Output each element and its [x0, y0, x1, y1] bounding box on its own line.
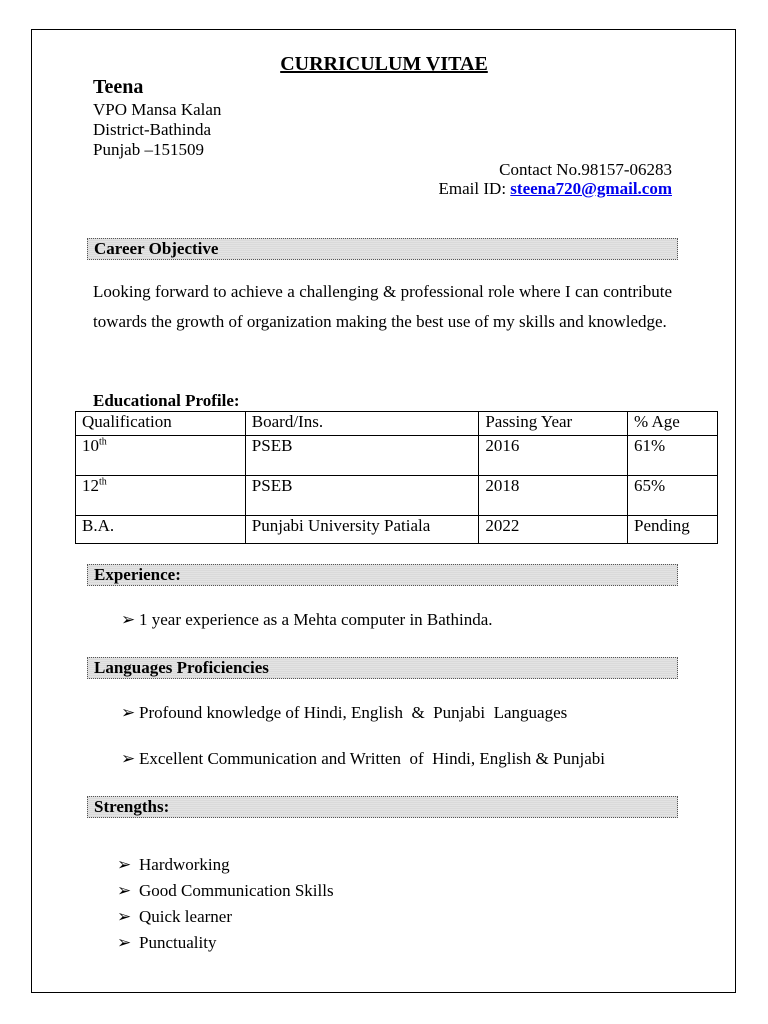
section-career-objective: Career Objective [87, 238, 678, 260]
list-item: ➢ Excellent Communication and Written of Hindi, English & Punjabi [121, 749, 605, 768]
percentage-cell: 61% [628, 436, 718, 476]
list-item: ➢ Quick learner [117, 907, 232, 926]
column-header: Board/Ins. [245, 412, 479, 436]
section-strengths: Strengths: [87, 796, 678, 818]
list-item: ➢ 1 year experience as a Mehta computer in Bathinda. [121, 610, 493, 629]
career-objective-text: Looking forward to achieve a challenging & professional role where I can contribute towards the growth of organization making the best use of my skills and knowledge. [93, 282, 672, 331]
board-cell: PSEB [245, 476, 479, 516]
board-cell: Punjabi University Patiala [245, 516, 479, 544]
section-experience: Experience: [87, 564, 678, 586]
section-languages: Languages Proficiencies [87, 657, 678, 679]
address-line-2: District-Bathinda [93, 120, 212, 139]
table-header-row [76, 412, 718, 436]
year-cell: 2018 [479, 476, 628, 516]
address-line-3: Punjab –151509 [93, 140, 204, 159]
list-item: ➢ Profound knowledge of Hindi, English & Punjabi Languages [121, 703, 568, 722]
column-header: % Age [628, 412, 718, 436]
qualification-cell: B.A. [76, 516, 246, 544]
qualification-cell: 12th [76, 476, 246, 516]
education-table [75, 411, 718, 544]
arrow-bullet-icon: ➢ [121, 610, 136, 629]
table-row [76, 516, 718, 544]
arrow-bullet-icon: ➢ [117, 907, 132, 926]
document-title: CURRICULUM VITAE [280, 53, 488, 75]
column-header: Passing Year [479, 412, 628, 436]
arrow-bullet-icon: ➢ [117, 855, 132, 874]
candidate-name: Teena [93, 76, 144, 98]
year-cell: 2022 [479, 516, 628, 544]
email-label: Email ID: [438, 179, 511, 198]
table-row [76, 476, 718, 516]
percentage-cell: Pending [628, 516, 718, 544]
list-item: ➢ Punctuality [117, 933, 217, 952]
column-header: Qualification [76, 412, 246, 436]
percentage-cell: 65% [628, 476, 718, 516]
list-item: ➢ Hardworking [117, 855, 230, 874]
year-cell: 2016 [479, 436, 628, 476]
board-cell: PSEB [245, 436, 479, 476]
table-row [76, 436, 718, 476]
arrow-bullet-icon: ➢ [121, 749, 136, 768]
email-link[interactable]: steena720@gmail.com [510, 179, 672, 198]
arrow-bullet-icon: ➢ [117, 881, 132, 900]
contact-email-line [439, 179, 672, 199]
list-item: ➢ Good Communication Skills [117, 881, 334, 900]
arrow-bullet-icon: ➢ [117, 933, 132, 952]
arrow-bullet-icon: ➢ [121, 703, 136, 722]
contact-phone: Contact No.98157-06283 [499, 160, 672, 179]
qualification-cell: 10th [76, 436, 246, 476]
address-line-1: VPO Mansa Kalan [93, 100, 222, 119]
educational-profile-heading: Educational Profile: [93, 391, 240, 410]
